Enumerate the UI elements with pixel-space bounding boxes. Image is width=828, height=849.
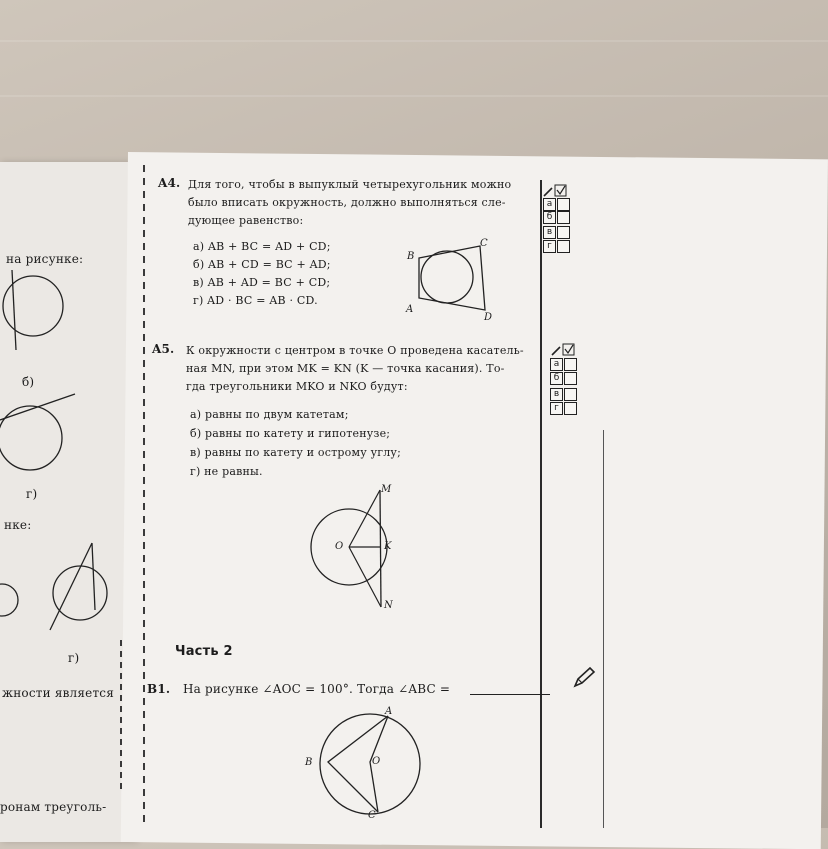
a4-option-v: в) AB + AD = BC + CD; [193, 276, 331, 289]
left-figure-1 [0, 260, 130, 390]
margin-rule [603, 430, 604, 828]
a5-option-b: б) равны по катету и гипотенузе; [190, 427, 391, 440]
a4-text-line-2: было вписать окружность, должно выполняться сле- [188, 196, 506, 209]
a5-answer-letter-g: г [550, 402, 563, 415]
a4-answer-box-a[interactable] [557, 198, 570, 211]
question-number-a4: A4. [158, 176, 181, 190]
left-text-line: нке: [4, 518, 32, 532]
table-streak [0, 95, 828, 97]
a5-answer-letter-b: б [550, 372, 563, 385]
table-streak [0, 40, 828, 42]
a5-option-g: г) не равны. [190, 465, 263, 478]
a5-point-o: O [335, 541, 344, 552]
a5-point-m: M [381, 484, 392, 495]
a5-text-line-3: гда треугольники MKO и NKO будут: [186, 380, 408, 393]
left-page-perforation [120, 640, 122, 790]
answer-column-rule [540, 180, 542, 828]
a4-text-line-1: Для того, чтобы в выпуклый четырехугольник можно [188, 178, 512, 191]
left-label-g1: г) [26, 487, 38, 501]
b1-answer-line[interactable] [470, 694, 550, 695]
a4-answer-box-g[interactable] [557, 240, 570, 253]
a4-quadrilateral-figure [405, 240, 515, 330]
a5-answer-letter-v: в [550, 388, 563, 401]
a4-option-b: б) AB + CD = BC + AD; [193, 258, 331, 271]
left-text-line: ронам треуголь- [0, 800, 107, 814]
a5-option-v: в) равны по катету и острому углу; [190, 446, 401, 459]
a5-answer-box-g[interactable] [564, 402, 577, 415]
b1-point-o: O [372, 756, 381, 767]
b1-point-a: A [385, 706, 393, 717]
a5-point-k: K [384, 541, 392, 552]
left-figure-3 [0, 535, 130, 645]
a4-point-a: A [406, 304, 414, 315]
a4-option-g: г) AD · BC = AB · CD. [193, 294, 318, 307]
a4-answer-letter-v: в [543, 226, 556, 239]
a4-point-b: B [407, 251, 415, 262]
a4-answer-letter-a: а [543, 198, 556, 211]
a5-answer-box-a[interactable] [564, 358, 577, 371]
a5-text-line-2: ная MN, при этом MK = KN (K — точка касания). То- [186, 362, 505, 375]
question-number-a5: A5. [152, 342, 175, 356]
left-label-b: б) [22, 375, 35, 389]
a4-answer-box-v[interactable] [557, 226, 570, 239]
a5-answer-box-b[interactable] [564, 372, 577, 385]
a5-option-a: а) равны по двум катетам; [190, 408, 349, 421]
a5-tangent-figure [305, 485, 425, 615]
part2-heading: Часть 2 [175, 644, 233, 659]
b1-point-c: C [368, 810, 376, 821]
left-text-line: жности является [2, 686, 114, 700]
a4-option-a: а) AB + BC = AD + CD; [193, 240, 331, 253]
pencil-icon [572, 666, 598, 690]
pencil-check-icon [550, 343, 576, 357]
b1-point-b: B [305, 757, 313, 768]
perforation-line [143, 165, 145, 825]
a5-text-line-1: К окружности с центром в точке O проведена касатель- [186, 344, 524, 357]
a4-answer-box-b[interactable] [557, 211, 570, 224]
b1-question-text: На рисунке ∠AOC = 100°. Тогда ∠ABC = [183, 682, 451, 696]
a4-text-line-3: дующее равенство: [188, 214, 304, 227]
a5-answer-box-v[interactable] [564, 388, 577, 401]
a5-answer-letter-a: а [550, 358, 563, 371]
a4-point-d: D [484, 312, 493, 323]
a4-point-c: C [480, 238, 488, 249]
pencil-check-icon [542, 184, 568, 198]
a4-answer-letter-g: г [543, 240, 556, 253]
left-label-g2: г) [68, 651, 80, 665]
question-number-b1: B1. [147, 682, 171, 696]
left-text-line: на рисунке: [6, 252, 84, 266]
left-figure-2 [0, 392, 130, 492]
b1-inscribed-angle-figure [318, 712, 428, 822]
a4-answer-letter-b: б [543, 211, 556, 224]
a5-point-n: N [384, 600, 393, 611]
